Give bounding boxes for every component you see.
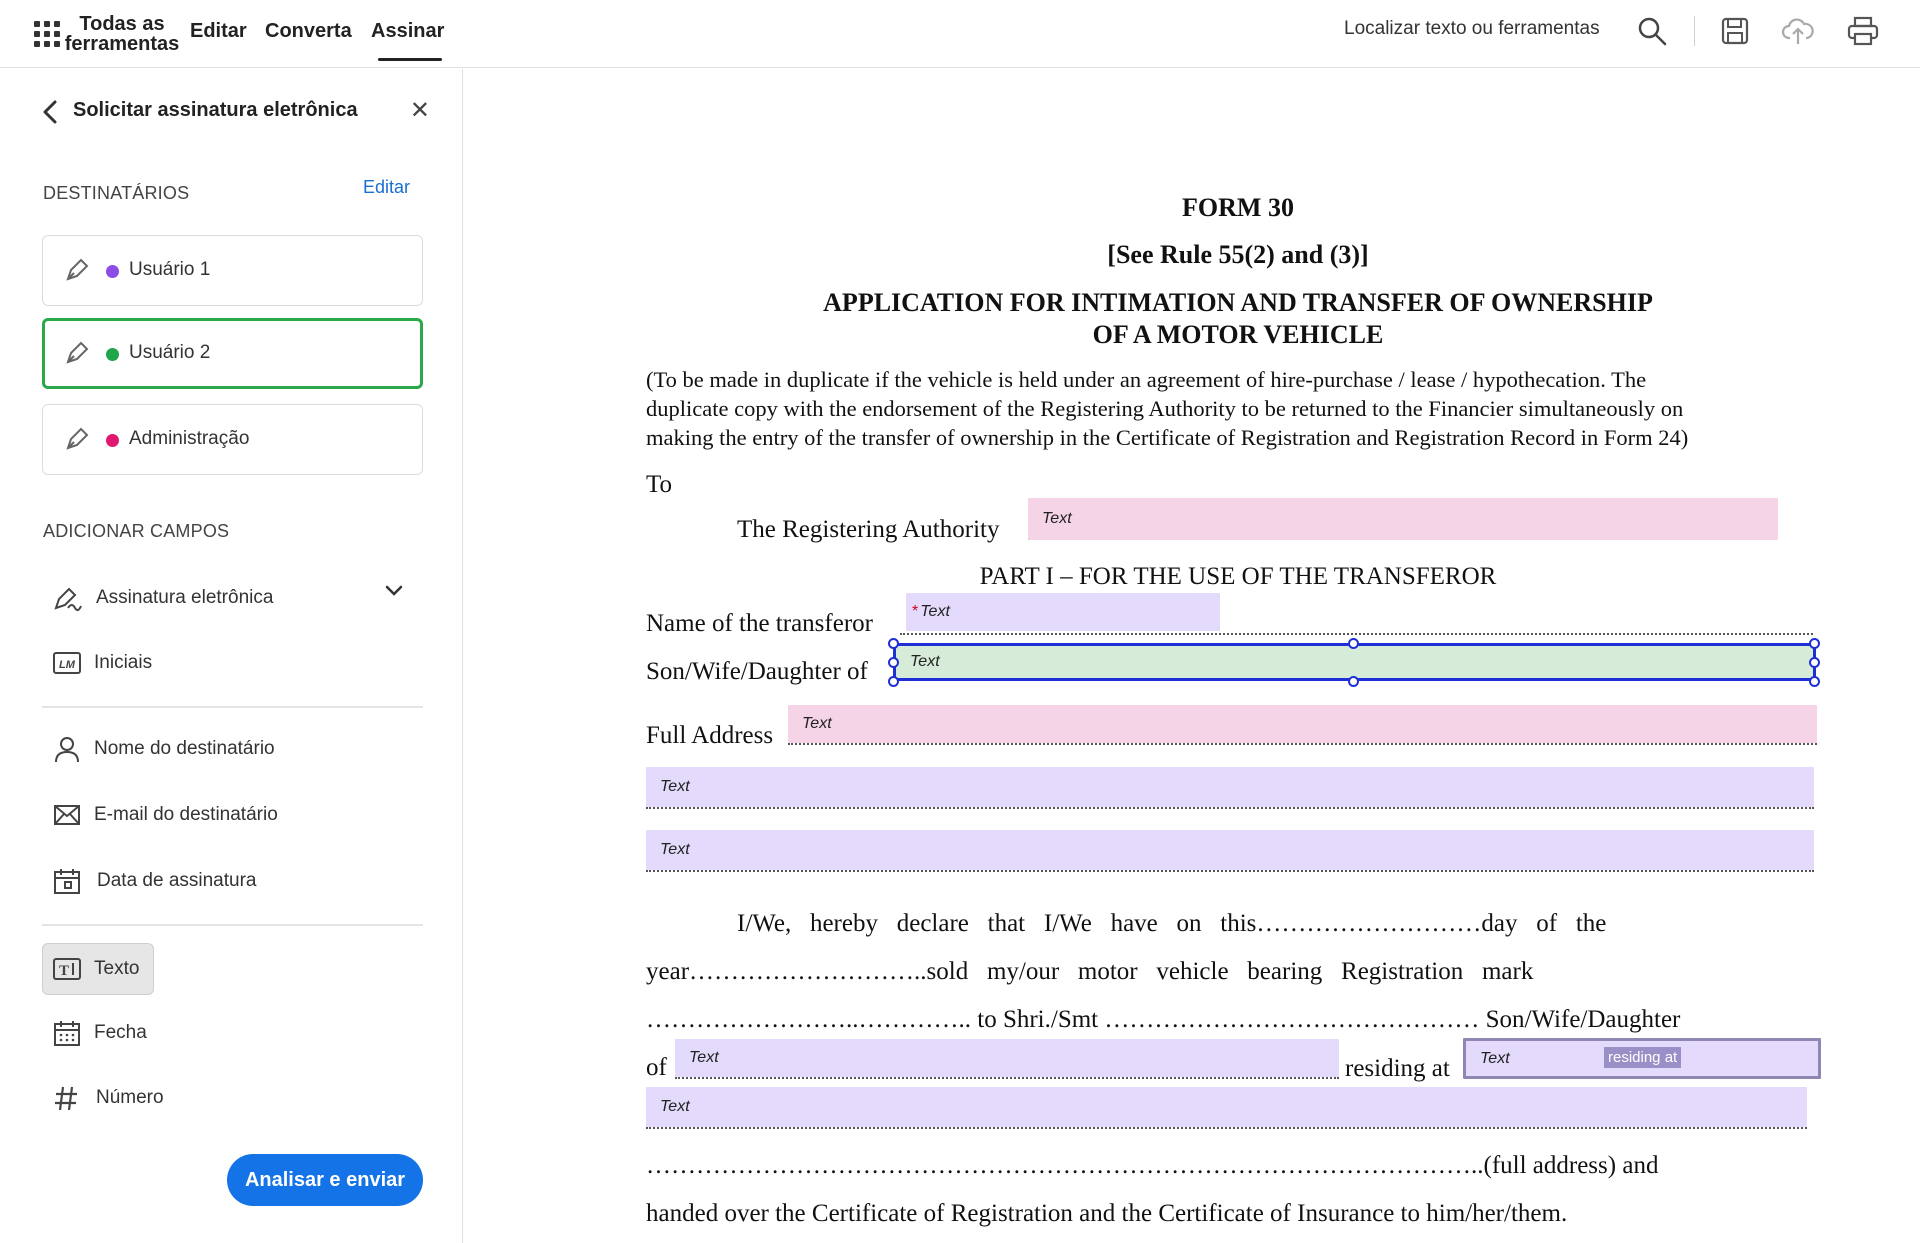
resize-handle[interactable] [1348, 676, 1359, 687]
menu-edit[interactable]: Editar [190, 20, 247, 42]
search-icon[interactable] [1635, 14, 1669, 48]
field-text[interactable] [52, 949, 422, 989]
resize-handle[interactable] [888, 676, 899, 687]
field-date[interactable] [52, 1013, 422, 1053]
field-e-signature[interactable] [52, 578, 422, 618]
part-one-heading: PART I – FOR THE USE OF THE TRANSFEROR [979, 563, 1497, 590]
field-label: Número [96, 1087, 164, 1108]
text-field-transferor-name[interactable] [906, 593, 1220, 631]
back-arrow-icon[interactable] [40, 99, 62, 125]
field-label: Data de assinatura [97, 870, 257, 891]
field-initials[interactable] [52, 643, 422, 683]
menu-convert[interactable]: Converta [265, 20, 352, 42]
intro-line-2: duplicate copy with the endorsement of the Registering Authority to be returned to the Financier simultaneously on [646, 396, 1684, 421]
relation-label: Son/Wife/Daughter of [646, 658, 868, 685]
declaration-line-1: I/We, hereby declare that I/We have on this………………………day of the [737, 910, 1607, 937]
text-field-full-address[interactable] [646, 1087, 1807, 1127]
field-sign-date[interactable] [52, 861, 422, 901]
field-label: Fecha [94, 1022, 147, 1043]
resize-handle[interactable] [888, 657, 899, 668]
to-label: To [646, 471, 673, 498]
recipient-name: Usuário 1 [129, 259, 211, 280]
field-placeholder: Text [1042, 510, 1072, 527]
field-tooltip: residing at [1604, 1047, 1681, 1068]
text-field-authority[interactable] [1028, 498, 1778, 540]
panel-header [40, 97, 430, 127]
declaration-line-6: handed over the Certificate of Registration and the Certificate of Insurance to him/her/them. [646, 1200, 1568, 1227]
close-icon[interactable]: ✕ [409, 97, 430, 124]
full-address-label: Full Address [646, 722, 774, 749]
chevron-down-icon[interactable] [384, 584, 404, 598]
residing-at-label: residing at [1345, 1055, 1450, 1082]
field-label: E-mail do destinatário [94, 804, 278, 825]
menu-sign[interactable]: Assinar [371, 20, 445, 42]
field-recipient-name[interactable] [52, 729, 422, 769]
field-placeholder: Text [660, 1098, 690, 1115]
recipient-color-dot [106, 265, 119, 278]
field-placeholder: Text [1480, 1049, 1510, 1067]
pen-icon [63, 256, 91, 284]
text-field-of[interactable] [675, 1039, 1339, 1077]
field-label: Nome do destinatário [94, 738, 275, 759]
dotted-line [788, 743, 1817, 745]
application-heading-2: OF A MOTOR VEHICLE [1092, 320, 1384, 349]
recipient-card-1[interactable] [42, 235, 423, 306]
resize-handle[interactable] [1809, 676, 1820, 687]
field-number[interactable] [52, 1078, 422, 1118]
recipient-card-3[interactable] [42, 404, 423, 475]
declaration-of-label: of [646, 1054, 667, 1081]
divider [42, 706, 423, 708]
svg-text:LM: LM [59, 659, 75, 671]
dotted-line [675, 1077, 1339, 1079]
text-field-address-3[interactable] [646, 830, 1814, 870]
dotted-line [900, 633, 1813, 635]
document-canvas [464, 69, 1920, 1243]
all-tools-line1: Todas as [79, 13, 165, 35]
add-fields-section-label: ADICIONAR CAMPOS [43, 521, 230, 541]
top-toolbar [0, 0, 1920, 68]
text-field-icon [52, 955, 82, 983]
hash-icon [52, 1084, 82, 1112]
search-tools-text[interactable]: Localizar texto ou ferramentas [1344, 18, 1600, 39]
dotted-line [646, 870, 1814, 872]
print-icon[interactable] [1846, 14, 1880, 48]
text-field-address-1[interactable] [788, 705, 1817, 743]
text-field-residing-at[interactable] [1463, 1038, 1821, 1079]
field-placeholder: Text [660, 841, 690, 858]
rule-reference: [See Rule 55(2) and (3)] [1107, 240, 1369, 269]
field-recipient-email[interactable] [52, 795, 422, 835]
recipient-color-dot [106, 348, 119, 361]
resize-handle[interactable] [1809, 657, 1820, 668]
calendar-grid-icon [52, 1019, 82, 1047]
recipients-section-label: DESTINATÁRIOS [43, 183, 190, 203]
edit-recipients-link[interactable]: Editar [363, 177, 411, 197]
resize-handle[interactable] [888, 638, 899, 649]
field-placeholder: Text [660, 778, 690, 795]
form-title: FORM 30 [1182, 193, 1294, 222]
apps-grid-icon[interactable] [30, 17, 60, 47]
text-field-address-2[interactable] [646, 767, 1814, 807]
recipient-name: Administração [129, 428, 250, 449]
field-label: Assinatura eletrônica [96, 587, 274, 608]
resize-handle[interactable] [1809, 638, 1820, 649]
all-tools-menu[interactable] [62, 14, 182, 54]
dotted-line [646, 807, 1814, 809]
svg-text:T: T [58, 963, 70, 979]
intro-line-3: making the entry of the transfer of ownership in the Certificate of Registration and Registration Record in Form 24) [646, 425, 1689, 450]
field-placeholder: * Text [912, 603, 950, 620]
envelope-icon [52, 801, 82, 829]
all-tools-line2: ferramentas [64, 33, 180, 55]
declaration-line-2: year………………………..sold my/our motor vehicle bearing Registration mark [646, 958, 1534, 985]
field-placeholder: Text [802, 715, 832, 732]
pen-icon [63, 425, 91, 453]
pen-icon [63, 339, 91, 367]
sign-request-panel [0, 69, 463, 1243]
field-label: Iniciais [94, 652, 153, 673]
save-icon[interactable] [1718, 14, 1752, 48]
transferor-name-label: Name of the transferor [646, 610, 873, 637]
declaration-line-5: ………………………………………………………………………………………..(full address) and [646, 1152, 1659, 1179]
recipient-card-2[interactable] [42, 318, 423, 389]
review-and-send-button[interactable]: Analisar e enviar [227, 1154, 423, 1206]
toolbar-divider [1694, 16, 1695, 46]
panel-title: Solicitar assinatura eletrônica [73, 99, 358, 121]
person-icon [52, 735, 82, 763]
dotted-line [646, 1127, 1807, 1129]
calendar-icon [52, 867, 82, 895]
authority-label: The Registering Authority [737, 516, 1000, 543]
field-label: Texto [94, 958, 140, 979]
resize-handle[interactable] [1348, 638, 1359, 649]
recipient-name: Usuário 2 [129, 342, 211, 363]
recipient-color-dot [106, 434, 119, 447]
signature-pen-icon [52, 584, 82, 612]
divider [42, 924, 423, 926]
field-placeholder: Text [689, 1049, 719, 1066]
cloud-upload-icon[interactable] [1781, 14, 1815, 48]
initials-icon [52, 649, 82, 677]
field-placeholder: Text [910, 653, 940, 670]
declaration-line-3: ……………………..………….. to Shri./Smt ……………………………………… Son/Wife/Daughter [646, 1006, 1681, 1033]
intro-line-1: (To be made in duplicate if the vehicle is held under an agreement of hire-purchase / lease / hypothecation. The [646, 367, 1647, 392]
application-heading: APPLICATION FOR INTIMATION AND TRANSFER OF OWNERSHIP [823, 288, 1653, 317]
